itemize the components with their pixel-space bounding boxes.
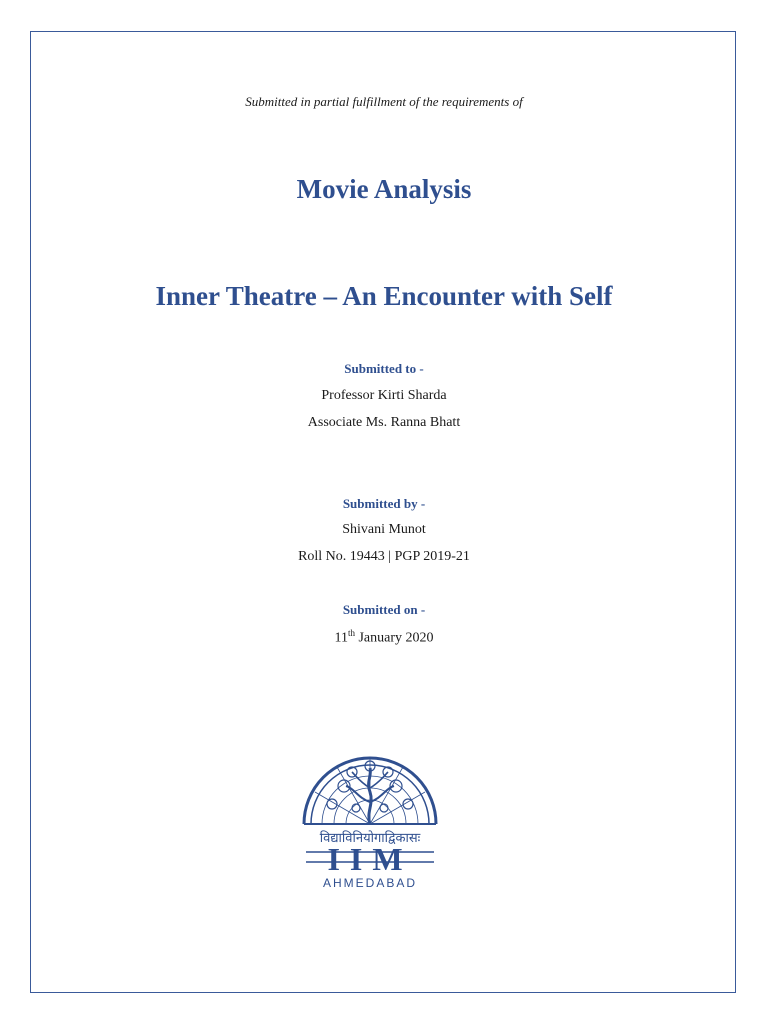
submitted-on-date: [0, 628, 768, 647]
document-title: Movie Analysis: [296, 174, 472, 204]
date-rest: January 2020: [354, 630, 434, 646]
submitted-by-roll: Roll No. 19443 | PGP 2019-21: [298, 549, 470, 564]
date-suffix: th: [347, 628, 355, 638]
iim-logo: [300, 742, 440, 892]
date-day: 11: [334, 630, 348, 646]
submitted-to-name-1: Professor Kirti Sharda: [321, 388, 447, 403]
tree-trunk: [369, 768, 372, 824]
logo-city: AHMEDABAD: [322, 876, 418, 890]
logo-motto: विद्याविनियोगाद्विकासः: [319, 831, 421, 846]
document-subtitle: Inner Theatre – An Encounter with Self: [155, 281, 613, 311]
submitted-to-label: Submitted to -: [344, 361, 424, 376]
submitted-to-name-2: Associate Ms. Ranna Bhatt: [307, 415, 461, 430]
submitted-by-name: Shivani Munot: [342, 522, 426, 537]
logo-initials: IIM: [327, 841, 413, 877]
intro-text: Submitted in partial fulfillment of the requirements of: [245, 94, 523, 109]
submitted-on-label: Submitted on -: [342, 602, 426, 617]
submitted-by-label: Submitted by -: [342, 496, 426, 511]
